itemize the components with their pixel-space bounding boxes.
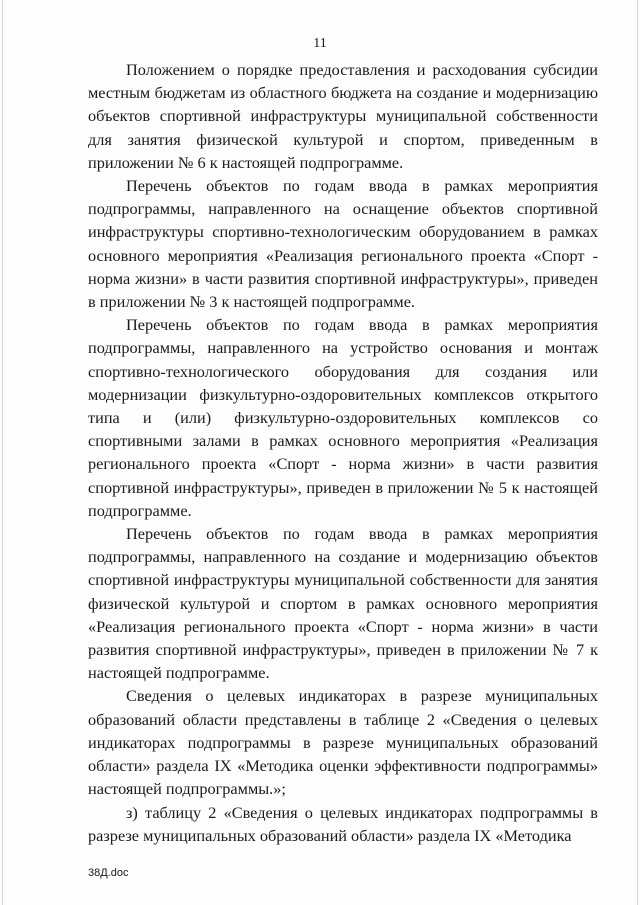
scan-edge-right [637, 0, 638, 905]
paragraph-3: Перечень объектов по годам ввода в рамках мероприятия подпрограммы, направленного на устройство основания и монтаж спортивно-технологического оборудования для создания или модернизации физкультурно-оздоровительных комплексов открытого типа и (или) физкультурно-оздоровительных комплексов со спортивными залами в рамках основного мероприятия «Реализация регионального проекта «Спорт - норма жизни» в части развития спортивной инфраструктуры», приведен в приложении № 5 к настоящей подпрограмме. [88, 315, 598, 520]
paragraph-2: Перечень объектов по годам ввода в рамках мероприятия подпрограммы, направленного на оснащение объектов спортивной инфраструктуры спортивно-технологическим оборудованием в рамках основного мероприятия «Реализация регионального проекта «Спорт - норма жизни» в части развития спортивной инфраструктуры», приведен в приложении № 3 к настоящей подпрограмме. [88, 176, 598, 312]
document-body [88, 58, 598, 847]
paragraph-1: Положением о порядке предоставления и расходования субсидии местным бюджетам из областного бюджета на создание и модернизацию объектов спортивной инфраструктуры муниципальной собственности для занятия физической культурой и спортом, приведенным в приложении № 6 к настоящей подпрограмме. [88, 60, 598, 172]
scan-edge-left [2, 0, 3, 905]
page-number: 11 [313, 36, 327, 51]
paragraph-5: Сведения о целевых индикаторах в разрезе муниципальных образований области представлены в таблице 2 «Сведения о целевых индикаторах подпрограммы в разрезе муниципальных образований области» раздела IX «Методика оценки эффективности подпрограммы» настоящей подпрограммы.»; [88, 686, 598, 799]
file-name-footer: 38Д.doc [88, 867, 129, 879]
paragraph-4: Перечень объектов по годам ввода в рамках мероприятия подпрограммы, направленного на создание и модернизацию объектов спортивной инфраструктуры муниципальной собственности для занятия физической культурой и спортом в рамках основного мероприятия «Реализация регионального проекта «Спорт - норма жизни» в части развития спортивной инфраструктуры», приведен в приложении № 7 к настоящей подпрограмме. [88, 524, 598, 683]
paragraph-6: з) таблицу 2 «Сведения о целевых индикаторах подпрограммы в разрезе муниципальных образований области» раздела IX «Методика [88, 802, 598, 845]
